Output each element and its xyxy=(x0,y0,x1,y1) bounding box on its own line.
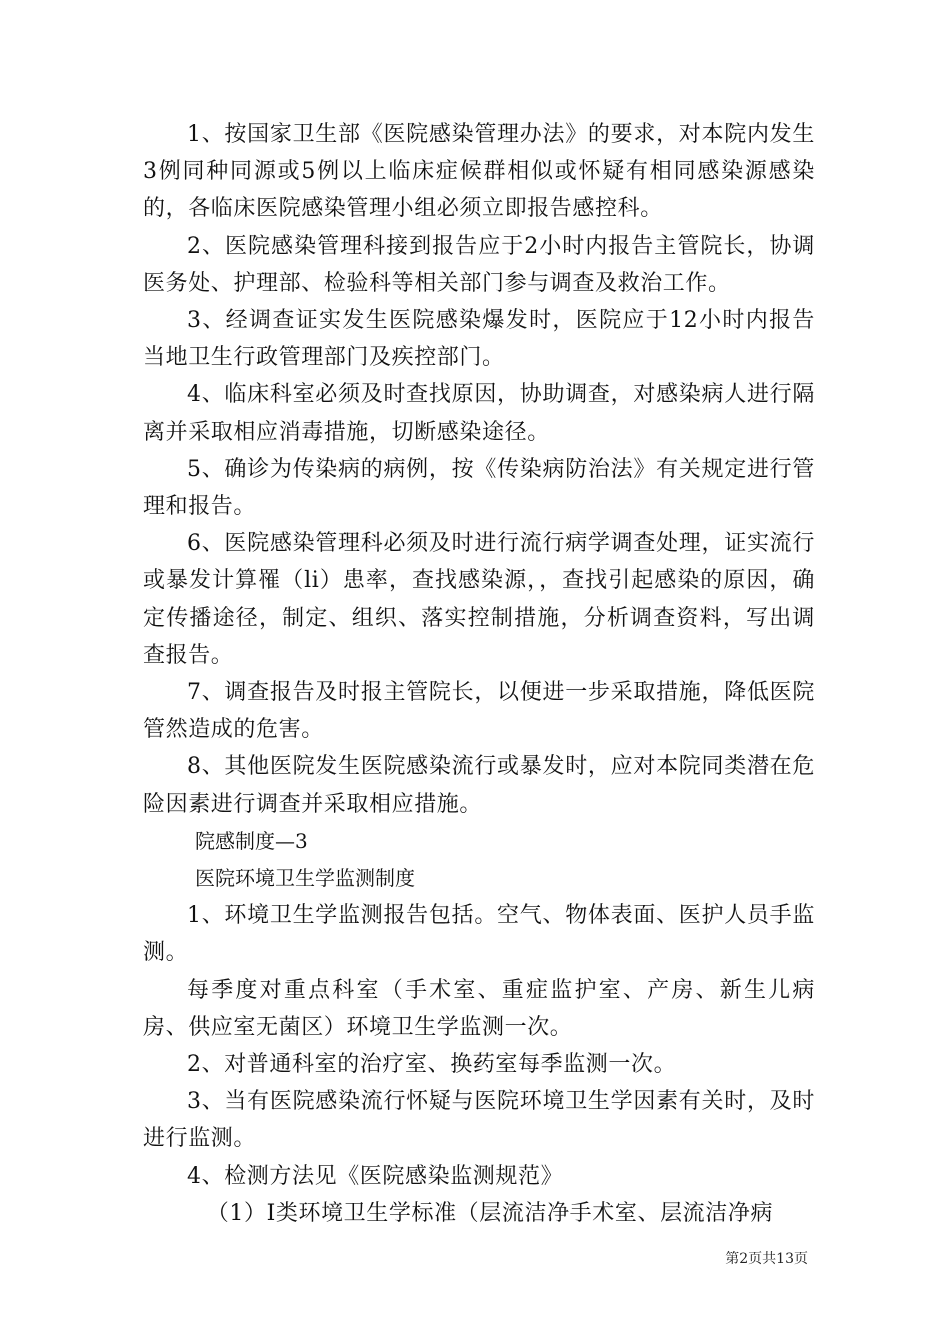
section-paragraph-2: 每季度对重点科室（手术室、重症监护室、产房、新生儿病房、供应室无菌区）环境卫生学监测一次。 xyxy=(143,977,815,1040)
section-paragraph-3: 2、对普通科室的治疗室、换药室每季监测一次。 xyxy=(187,1052,677,1078)
paragraph-6: 6、医院感染管理科必须及时进行流行病学调查处理，证实流行或暴发计算罹（li）患率，查找感染源，，查找引起感染的原因，确定传播途径，制定、组织、落实控制措施，分析调查资料，写出调查报告。 xyxy=(143,531,815,668)
document-body xyxy=(143,116,815,1232)
paragraph-8: 8、其他医院发生医院感染流行或暴发时，应对本院同类潜在危险因素进行调查并采取相应措施。 xyxy=(143,754,815,817)
section-paragraph-1: 1、环境卫生学监测报告包括。空气、物体表面、医护人员手监测。 xyxy=(143,903,815,966)
paragraph-3: 3、经调查证实发生医院感染爆发时，医院应于12小时内报告当地卫生行政管理部门及疾控部门。 xyxy=(143,308,815,371)
page-number-footer: 第2页共13页 xyxy=(725,1251,808,1267)
section-paragraph-5: 4、检测方法见《医院感染监测规范》 xyxy=(187,1163,564,1189)
paragraph-2: 2、医院感染管理科接到报告应于2小时内报告主管院长，协调医务处、护理部、检验科等相关部门参与调查及救治工作。 xyxy=(143,233,815,296)
paragraph-4: 4、临床科室必须及时查找原因，协助调查，对感染病人进行隔离并采取相应消毒措施，切断感染途径。 xyxy=(143,382,815,445)
paragraph-1: 1、按国家卫生部《医院感染管理办法》的要求，对本院内发生3例同种同源或5例以上临床症候群相似或怀疑有相同感染源感染的，各临床医院感染管理小组必须立即报告感控科。 xyxy=(143,122,815,222)
section-paragraph-6: （1）Ⅰ类环境卫生学标准（层流洁净手术室、层流洁净病 xyxy=(206,1200,774,1226)
section-title: 院感制度—3 xyxy=(195,828,308,853)
paragraph-5: 5、确诊为传染病的病例，按《传染病防治法》有关规定进行管理和报告。 xyxy=(143,456,815,520)
section-paragraph-4: 3、当有医院感染流行怀疑与医院环境卫生学因素有关时，及时进行监测。 xyxy=(143,1089,815,1152)
paragraph-7: 7、调查报告及时报主管院长，以便进一步采取措施，降低医院管然造成的危害。 xyxy=(143,680,815,743)
section-subtitle: 医院环境卫生学监测制度 xyxy=(195,866,415,891)
